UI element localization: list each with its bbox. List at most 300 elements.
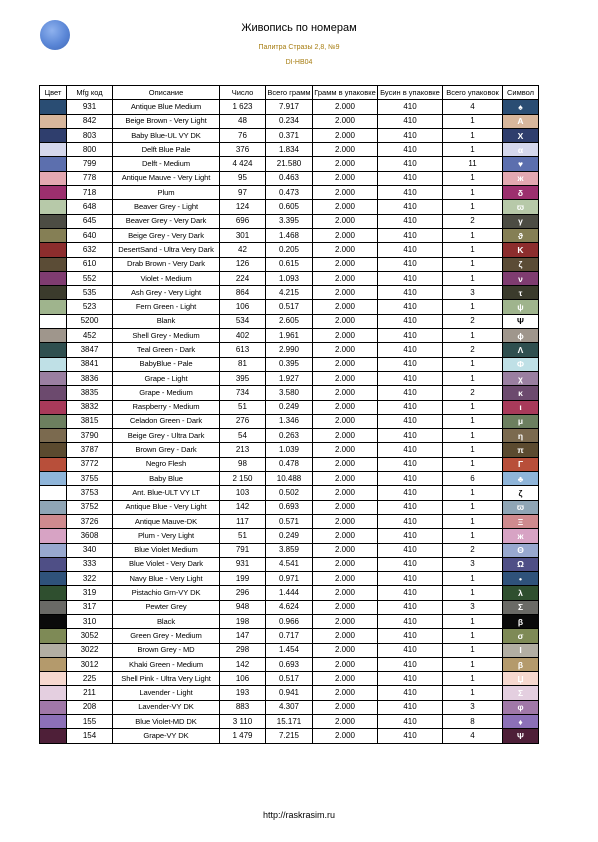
color-swatch: [40, 672, 67, 686]
total-grams-cell: 1.039: [266, 443, 313, 457]
count-cell: 95: [220, 171, 266, 185]
table-row: [40, 657, 539, 671]
count-cell: 1 623: [220, 100, 266, 114]
beads-per-pack-cell: 410: [378, 586, 443, 600]
beads-per-pack-cell: 410: [378, 429, 443, 443]
beads-per-pack-cell: 410: [378, 500, 443, 514]
table-row: [40, 614, 539, 628]
grams-per-pack-cell: 2.000: [313, 600, 378, 614]
symbol-cell: ζ: [503, 257, 539, 271]
count-cell: 199: [220, 572, 266, 586]
col-beads-per-pack: Бусин в упаковке: [378, 86, 443, 100]
mfg-code-cell: 319: [67, 586, 113, 600]
description-cell: Black: [113, 614, 220, 628]
description-cell: Ant. Blue-ULT VY LT: [113, 486, 220, 500]
color-swatch: [40, 629, 67, 643]
mfg-code-cell: 3841: [67, 357, 113, 371]
total-grams-cell: 1.093: [266, 271, 313, 285]
symbol-cell: Ψ: [503, 729, 539, 743]
description-cell: Navy Blue - Very Light: [113, 572, 220, 586]
beads-per-pack-cell: 410: [378, 686, 443, 700]
color-swatch: [40, 486, 67, 500]
beads-per-pack-cell: 410: [378, 243, 443, 257]
mfg-code-cell: 208: [67, 700, 113, 714]
table-row: [40, 543, 539, 557]
mfg-code-cell: 211: [67, 686, 113, 700]
mfg-code-cell: 3022: [67, 643, 113, 657]
count-cell: 106: [220, 672, 266, 686]
mfg-code-cell: 632: [67, 243, 113, 257]
description-cell: Plum: [113, 186, 220, 200]
symbol-cell: Ω: [503, 557, 539, 571]
color-swatch: [40, 128, 67, 142]
count-cell: 696: [220, 214, 266, 228]
symbol-cell: I: [503, 643, 539, 657]
color-swatch: [40, 329, 67, 343]
grams-per-pack-cell: 2.000: [313, 643, 378, 657]
beads-per-pack-cell: 410: [378, 414, 443, 428]
table-row: [40, 429, 539, 443]
grams-per-pack-cell: 2.000: [313, 443, 378, 457]
symbol-cell: ϖ: [503, 500, 539, 514]
count-cell: 51: [220, 400, 266, 414]
color-swatch: [40, 100, 67, 114]
count-cell: 124: [220, 200, 266, 214]
total-grams-cell: 7.215: [266, 729, 313, 743]
color-swatch: [40, 357, 67, 371]
count-cell: 395: [220, 371, 266, 385]
symbol-cell: ♣: [503, 472, 539, 486]
table-row: [40, 514, 539, 528]
beads-per-pack-cell: 410: [378, 557, 443, 571]
grams-per-pack-cell: 2.000: [313, 700, 378, 714]
mfg-code-cell: 322: [67, 572, 113, 586]
total-grams-cell: 4.541: [266, 557, 313, 571]
symbol-cell: •: [503, 572, 539, 586]
mfg-code-cell: 154: [67, 729, 113, 743]
grams-per-pack-cell: 2.000: [313, 171, 378, 185]
total-packs-cell: 1: [443, 529, 503, 543]
total-packs-cell: 1: [443, 586, 503, 600]
mfg-code-cell: 3726: [67, 514, 113, 528]
total-packs-cell: 8: [443, 715, 503, 729]
col-total-packs: Всего упаковок: [443, 86, 503, 100]
beads-per-pack-cell: 410: [378, 457, 443, 471]
beads-per-pack-cell: 410: [378, 386, 443, 400]
description-cell: Brown Grey - Dark: [113, 443, 220, 457]
count-cell: 534: [220, 314, 266, 328]
mfg-code-cell: 3836: [67, 371, 113, 385]
symbol-cell: Θ: [503, 543, 539, 557]
symbol-cell: Σ: [503, 600, 539, 614]
total-packs-cell: 3: [443, 700, 503, 714]
total-packs-cell: 1: [443, 357, 503, 371]
symbol-cell: Ξ: [503, 514, 539, 528]
mfg-code-cell: 3815: [67, 414, 113, 428]
total-grams-cell: 0.571: [266, 514, 313, 528]
symbol-cell: ϑ: [503, 228, 539, 242]
grams-per-pack-cell: 2.000: [313, 114, 378, 128]
mfg-code-cell: 803: [67, 128, 113, 142]
beads-per-pack-cell: 410: [378, 472, 443, 486]
col-description: Описание: [113, 86, 220, 100]
beads-per-pack-cell: 410: [378, 314, 443, 328]
total-packs-cell: 1: [443, 400, 503, 414]
grams-per-pack-cell: 2.000: [313, 271, 378, 285]
table-row: [40, 271, 539, 285]
total-grams-cell: 0.473: [266, 186, 313, 200]
mfg-code-cell: 610: [67, 257, 113, 271]
total-packs-cell: 1: [443, 114, 503, 128]
table-row: [40, 257, 539, 271]
count-cell: 213: [220, 443, 266, 457]
description-cell: Drab Brown - Very Dark: [113, 257, 220, 271]
color-swatch: [40, 228, 67, 242]
mfg-code-cell: 931: [67, 100, 113, 114]
description-cell: Beige Brown - Very Light: [113, 114, 220, 128]
color-swatch: [40, 572, 67, 586]
total-packs-cell: 1: [443, 271, 503, 285]
color-swatch: [40, 600, 67, 614]
col-symbol: Символ: [503, 86, 539, 100]
total-packs-cell: 1: [443, 443, 503, 457]
grams-per-pack-cell: 2.000: [313, 314, 378, 328]
mfg-code-cell: 3755: [67, 472, 113, 486]
mfg-code-cell: 3787: [67, 443, 113, 457]
table-row: [40, 600, 539, 614]
color-swatch: [40, 529, 67, 543]
beads-per-pack-cell: 410: [378, 629, 443, 643]
mfg-code-cell: 3835: [67, 386, 113, 400]
grams-per-pack-cell: 2.000: [313, 371, 378, 385]
count-cell: 126: [220, 257, 266, 271]
symbol-cell: ν: [503, 271, 539, 285]
beads-per-pack-cell: 410: [378, 343, 443, 357]
description-cell: Celadon Green - Dark: [113, 414, 220, 428]
mfg-code-cell: 3608: [67, 529, 113, 543]
total-packs-cell: 1: [443, 171, 503, 185]
table-row: [40, 157, 539, 171]
symbol-cell: Γ: [503, 457, 539, 471]
beads-per-pack-cell: 410: [378, 715, 443, 729]
description-cell: Pewter Grey: [113, 600, 220, 614]
table-row: [40, 529, 539, 543]
total-grams-cell: 21.580: [266, 157, 313, 171]
total-packs-cell: 3: [443, 557, 503, 571]
mfg-code-cell: 718: [67, 186, 113, 200]
symbol-cell: μ: [503, 414, 539, 428]
total-grams-cell: 4.624: [266, 600, 313, 614]
total-grams-cell: 4.307: [266, 700, 313, 714]
color-swatch: [40, 114, 67, 128]
table-row: [40, 629, 539, 643]
symbol-cell: ϕ: [503, 329, 539, 343]
total-packs-cell: 1: [443, 629, 503, 643]
description-cell: Shell Pink - Ultra Very Light: [113, 672, 220, 686]
total-packs-cell: 1: [443, 186, 503, 200]
count-cell: 301: [220, 228, 266, 242]
beads-per-pack-cell: 410: [378, 228, 443, 242]
description-cell: Lavender-VY DK: [113, 700, 220, 714]
beads-per-pack-cell: 410: [378, 486, 443, 500]
total-grams-cell: 1.834: [266, 143, 313, 157]
description-cell: Beaver Grey - Very Dark: [113, 214, 220, 228]
table-row: [40, 214, 539, 228]
total-grams-cell: 0.717: [266, 629, 313, 643]
total-grams-cell: 0.249: [266, 400, 313, 414]
total-grams-cell: 3.395: [266, 214, 313, 228]
table-row: [40, 286, 539, 300]
total-packs-cell: 1: [443, 572, 503, 586]
table-row: [40, 457, 539, 471]
grams-per-pack-cell: 2.000: [313, 514, 378, 528]
description-cell: Grape - Light: [113, 371, 220, 385]
description-cell: Grape-VY DK: [113, 729, 220, 743]
grams-per-pack-cell: 2.000: [313, 543, 378, 557]
beads-per-pack-cell: 410: [378, 657, 443, 671]
mfg-code-cell: 155: [67, 715, 113, 729]
total-grams-cell: 7.917: [266, 100, 313, 114]
col-code: Mfg код: [67, 86, 113, 100]
symbol-cell: τ: [503, 286, 539, 300]
mfg-code-cell: 640: [67, 228, 113, 242]
total-packs-cell: 1: [443, 243, 503, 257]
table-row: [40, 643, 539, 657]
symbol-cell: κ: [503, 386, 539, 400]
grams-per-pack-cell: 2.000: [313, 715, 378, 729]
symbol-cell: π: [503, 443, 539, 457]
count-cell: 613: [220, 343, 266, 357]
grams-per-pack-cell: 2.000: [313, 629, 378, 643]
description-cell: Baby Blue-UL VY DK: [113, 128, 220, 142]
total-grams-cell: 0.478: [266, 457, 313, 471]
table-row: [40, 500, 539, 514]
total-packs-cell: 1: [443, 257, 503, 271]
beads-per-pack-cell: 410: [378, 271, 443, 285]
table-row: [40, 686, 539, 700]
grams-per-pack-cell: 2.000: [313, 614, 378, 628]
color-swatch: [40, 657, 67, 671]
col-count: Число: [220, 86, 266, 100]
table-row: [40, 443, 539, 457]
table-row: [40, 700, 539, 714]
grams-per-pack-cell: 2.000: [313, 414, 378, 428]
beads-per-pack-cell: 410: [378, 443, 443, 457]
color-swatch: [40, 186, 67, 200]
description-cell: Teal Green - Dark: [113, 343, 220, 357]
grams-per-pack-cell: 2.000: [313, 672, 378, 686]
count-cell: 298: [220, 643, 266, 657]
symbol-cell: δ: [503, 186, 539, 200]
grams-per-pack-cell: 2.000: [313, 200, 378, 214]
grams-per-pack-cell: 2.000: [313, 357, 378, 371]
description-cell: Antique Blue Medium: [113, 100, 220, 114]
description-cell: Khaki Green - Medium: [113, 657, 220, 671]
total-packs-cell: 1: [443, 672, 503, 686]
count-cell: 791: [220, 543, 266, 557]
beads-per-pack-cell: 410: [378, 700, 443, 714]
total-grams-cell: 0.371: [266, 128, 313, 142]
grams-per-pack-cell: 2.000: [313, 486, 378, 500]
total-grams-cell: 4.215: [266, 286, 313, 300]
total-grams-cell: 1.346: [266, 414, 313, 428]
total-packs-cell: 1: [443, 414, 503, 428]
total-grams-cell: 0.615: [266, 257, 313, 271]
grams-per-pack-cell: 2.000: [313, 257, 378, 271]
mfg-code-cell: 452: [67, 329, 113, 343]
table-row: [40, 128, 539, 142]
total-packs-cell: 1: [443, 429, 503, 443]
beads-per-pack-cell: 410: [378, 300, 443, 314]
description-cell: Green Grey - Medium: [113, 629, 220, 643]
mfg-code-cell: 800: [67, 143, 113, 157]
color-swatch: [40, 143, 67, 157]
color-swatch: [40, 557, 67, 571]
color-swatch: [40, 171, 67, 185]
total-packs-cell: 1: [443, 200, 503, 214]
grams-per-pack-cell: 2.000: [313, 228, 378, 242]
beads-per-pack-cell: 410: [378, 572, 443, 586]
palette-table: [39, 85, 539, 744]
beads-per-pack-cell: 410: [378, 614, 443, 628]
grams-per-pack-cell: 2.000: [313, 300, 378, 314]
color-swatch: [40, 243, 67, 257]
description-cell: Antique Mauve - Very Light: [113, 171, 220, 185]
table-row: [40, 100, 539, 114]
total-grams-cell: 1.444: [266, 586, 313, 600]
count-cell: 54: [220, 429, 266, 443]
color-swatch: [40, 472, 67, 486]
table-row: [40, 243, 539, 257]
palette-subtitle: Палитра Стразы 2,8, №9: [258, 44, 340, 51]
color-swatch: [40, 429, 67, 443]
total-packs-cell: 2: [443, 543, 503, 557]
symbol-cell: K: [503, 243, 539, 257]
grams-per-pack-cell: 2.000: [313, 572, 378, 586]
total-packs-cell: 4: [443, 100, 503, 114]
symbol-cell: σ: [503, 629, 539, 643]
color-swatch: [40, 214, 67, 228]
symbol-cell: Λ: [503, 343, 539, 357]
table-row: [40, 329, 539, 343]
grams-per-pack-cell: 2.000: [313, 386, 378, 400]
table-row: [40, 300, 539, 314]
grams-per-pack-cell: 2.000: [313, 557, 378, 571]
beads-per-pack-cell: 410: [378, 200, 443, 214]
product-code: DI-HB04: [285, 59, 313, 66]
total-packs-cell: 1: [443, 657, 503, 671]
symbol-cell: Џ: [503, 672, 539, 686]
count-cell: 193: [220, 686, 266, 700]
symbol-cell: ♠: [503, 100, 539, 114]
symbol-cell: ζ: [503, 486, 539, 500]
symbol-cell: ι: [503, 400, 539, 414]
color-swatch: [40, 271, 67, 285]
beads-per-pack-cell: 410: [378, 729, 443, 743]
description-cell: Plum - Very Light: [113, 529, 220, 543]
color-swatch: [40, 715, 67, 729]
beads-per-pack-cell: 410: [378, 171, 443, 185]
total-packs-cell: 1: [443, 228, 503, 242]
total-grams-cell: 1.961: [266, 329, 313, 343]
description-cell: Pistachio Grn-VY DK: [113, 586, 220, 600]
table-row: [40, 343, 539, 357]
count-cell: 883: [220, 700, 266, 714]
total-grams-cell: 0.693: [266, 657, 313, 671]
total-packs-cell: 11: [443, 157, 503, 171]
description-cell: Fern Green - Light: [113, 300, 220, 314]
grams-per-pack-cell: 2.000: [313, 343, 378, 357]
count-cell: 97: [220, 186, 266, 200]
col-total-grams: Всего грамм: [266, 86, 313, 100]
symbol-cell: Ψ: [503, 314, 539, 328]
description-cell: Raspberry - Medium: [113, 400, 220, 414]
color-swatch: [40, 386, 67, 400]
mfg-code-cell: 523: [67, 300, 113, 314]
total-packs-cell: 2: [443, 343, 503, 357]
total-packs-cell: 1: [443, 300, 503, 314]
beads-per-pack-cell: 410: [378, 329, 443, 343]
count-cell: 51: [220, 529, 266, 543]
count-cell: 42: [220, 243, 266, 257]
color-swatch: [40, 314, 67, 328]
color-swatch: [40, 700, 67, 714]
total-grams-cell: 0.395: [266, 357, 313, 371]
count-cell: 948: [220, 600, 266, 614]
beads-per-pack-cell: 410: [378, 186, 443, 200]
symbol-cell: X: [503, 128, 539, 142]
mfg-code-cell: 778: [67, 171, 113, 185]
grams-per-pack-cell: 2.000: [313, 472, 378, 486]
beads-per-pack-cell: 410: [378, 100, 443, 114]
grams-per-pack-cell: 2.000: [313, 157, 378, 171]
color-swatch: [40, 500, 67, 514]
symbol-cell: β: [503, 614, 539, 628]
total-grams-cell: 0.605: [266, 200, 313, 214]
symbol-cell: Σ: [503, 686, 539, 700]
beads-per-pack-cell: 410: [378, 357, 443, 371]
total-packs-cell: 1: [443, 457, 503, 471]
beads-per-pack-cell: 410: [378, 143, 443, 157]
total-grams-cell: 0.517: [266, 300, 313, 314]
color-swatch: [40, 614, 67, 628]
mfg-code-cell: 333: [67, 557, 113, 571]
description-cell: Shell Grey - Medium: [113, 329, 220, 343]
beads-per-pack-cell: 410: [378, 371, 443, 385]
mfg-code-cell: 3012: [67, 657, 113, 671]
mfg-code-cell: 3752: [67, 500, 113, 514]
description-cell: Brown Grey - MD: [113, 643, 220, 657]
total-grams-cell: 0.249: [266, 529, 313, 543]
color-swatch: [40, 414, 67, 428]
count-cell: 106: [220, 300, 266, 314]
table-row: [40, 400, 539, 414]
total-packs-cell: 1: [443, 143, 503, 157]
count-cell: 81: [220, 357, 266, 371]
description-cell: Blue Violet-MD DK: [113, 715, 220, 729]
total-grams-cell: 0.517: [266, 672, 313, 686]
grams-per-pack-cell: 2.000: [313, 329, 378, 343]
symbol-cell: ж: [503, 529, 539, 543]
total-packs-cell: 1: [443, 614, 503, 628]
description-cell: DesertSand - Ultra Very Dark: [113, 243, 220, 257]
total-packs-cell: 2: [443, 314, 503, 328]
grams-per-pack-cell: 2.000: [313, 100, 378, 114]
mfg-code-cell: 3847: [67, 343, 113, 357]
table-row: [40, 386, 539, 400]
count-cell: 98: [220, 457, 266, 471]
col-color: Цвет: [40, 86, 67, 100]
